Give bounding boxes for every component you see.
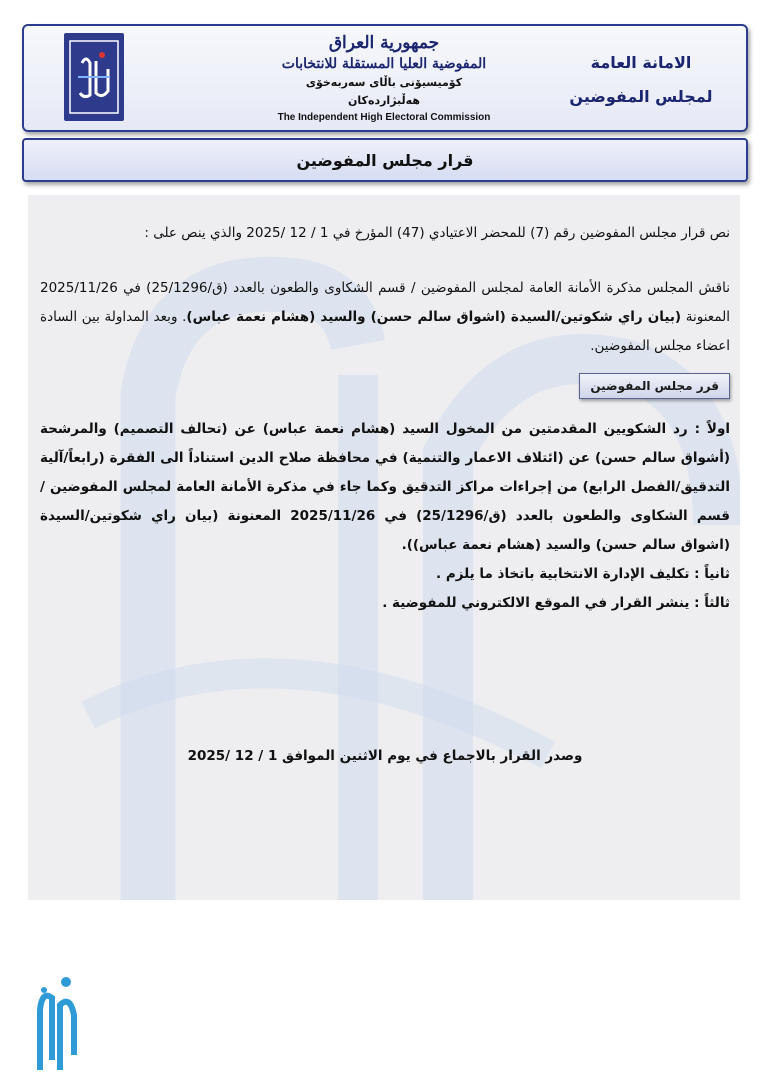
decision-item-3: ثالثاً : ينشر القرار في الموقع الالكتروني للمفوضية . — [382, 595, 730, 611]
decision-body — [40, 218, 730, 618]
discussion-bold: (بيان راي شكوتين/السيدة (اشواق سالم حسن) والسيد (هشام نعمة عباس) — [186, 309, 682, 325]
discussion-paragraph — [40, 274, 730, 361]
commission-en: The Independent High Electoral Commission — [277, 112, 491, 123]
secretariat-title — [566, 46, 716, 114]
commission-ar-line1: جمهورية العراق — [328, 33, 440, 53]
intro-paragraph: نص قرار مجلس المفوضين رقم (7) للمحضر الاعتيادي (47) المؤرخ في 1 / 12 /2025 والذي ينص على : — [144, 225, 730, 241]
signoff-line: وصدر القرار بالاجماع في يوم الاثنين الموافق 1 / 12 /2025 — [187, 748, 583, 764]
ihec-logo-icon — [64, 33, 124, 121]
page-title: قرار مجلس المفوضين — [22, 138, 748, 182]
footer-ihec-logo-icon — [30, 970, 80, 1075]
decision-item-2: ثانياً : تكليف الإدارة الانتخابية باتخاذ ما يلزم . — [436, 566, 730, 582]
decision-badge: قرر مجلس المفوضين — [579, 373, 730, 399]
commission-name — [274, 32, 494, 126]
decision-item-1: اولاً : رد الشكويين المقدمتين من المخول السيد (هشام نعمة عباس) عن (تحالف التصميم) والمرشحة (أشواق سالم حسن) عن (ائتلاف الاعمار والتنمية) في محافظة صلاح الدين استناداً الى الفقرة (رابعاً/آلية التدقيق/الفصل الرابع) من إجراءات مراكز التدقيق وكما جاء في مذكرة الأمانة العامة لمجلس المفوضين / قسم الشكاوى والطعون بالعدد (ق/25/1296) في 2025/11/26 المعنونة (بيان راي شكوتين/السيدة (اشواق سالم حسن) والسيد (هشام نعمة عباس)). — [40, 421, 730, 553]
secretariat-line1: الامانة العامة — [590, 53, 692, 72]
commission-ku: كۆمیسیۆنی باڵای سەربەخۆی هەڵبژاردەکان — [305, 76, 463, 107]
commission-ar-line2: المفوضية العليا المستقلة للانتخابات — [281, 56, 487, 72]
letterhead — [22, 24, 748, 132]
decisions-list — [40, 415, 730, 618]
discussion-text-2: . وبعد المداولة بين السادة اعضاء مجلس المفوضين. — [40, 309, 730, 354]
discussion-text-1: ناقش المجلس مذكرة الأمانة العامة لمجلس المفوضين / قسم الشكاوى والطعون بالعدد (ق/25/1296) في 2025/11/26 المعنونة — [40, 280, 730, 325]
secretariat-line2: لمجلس المفوضين — [569, 87, 713, 106]
